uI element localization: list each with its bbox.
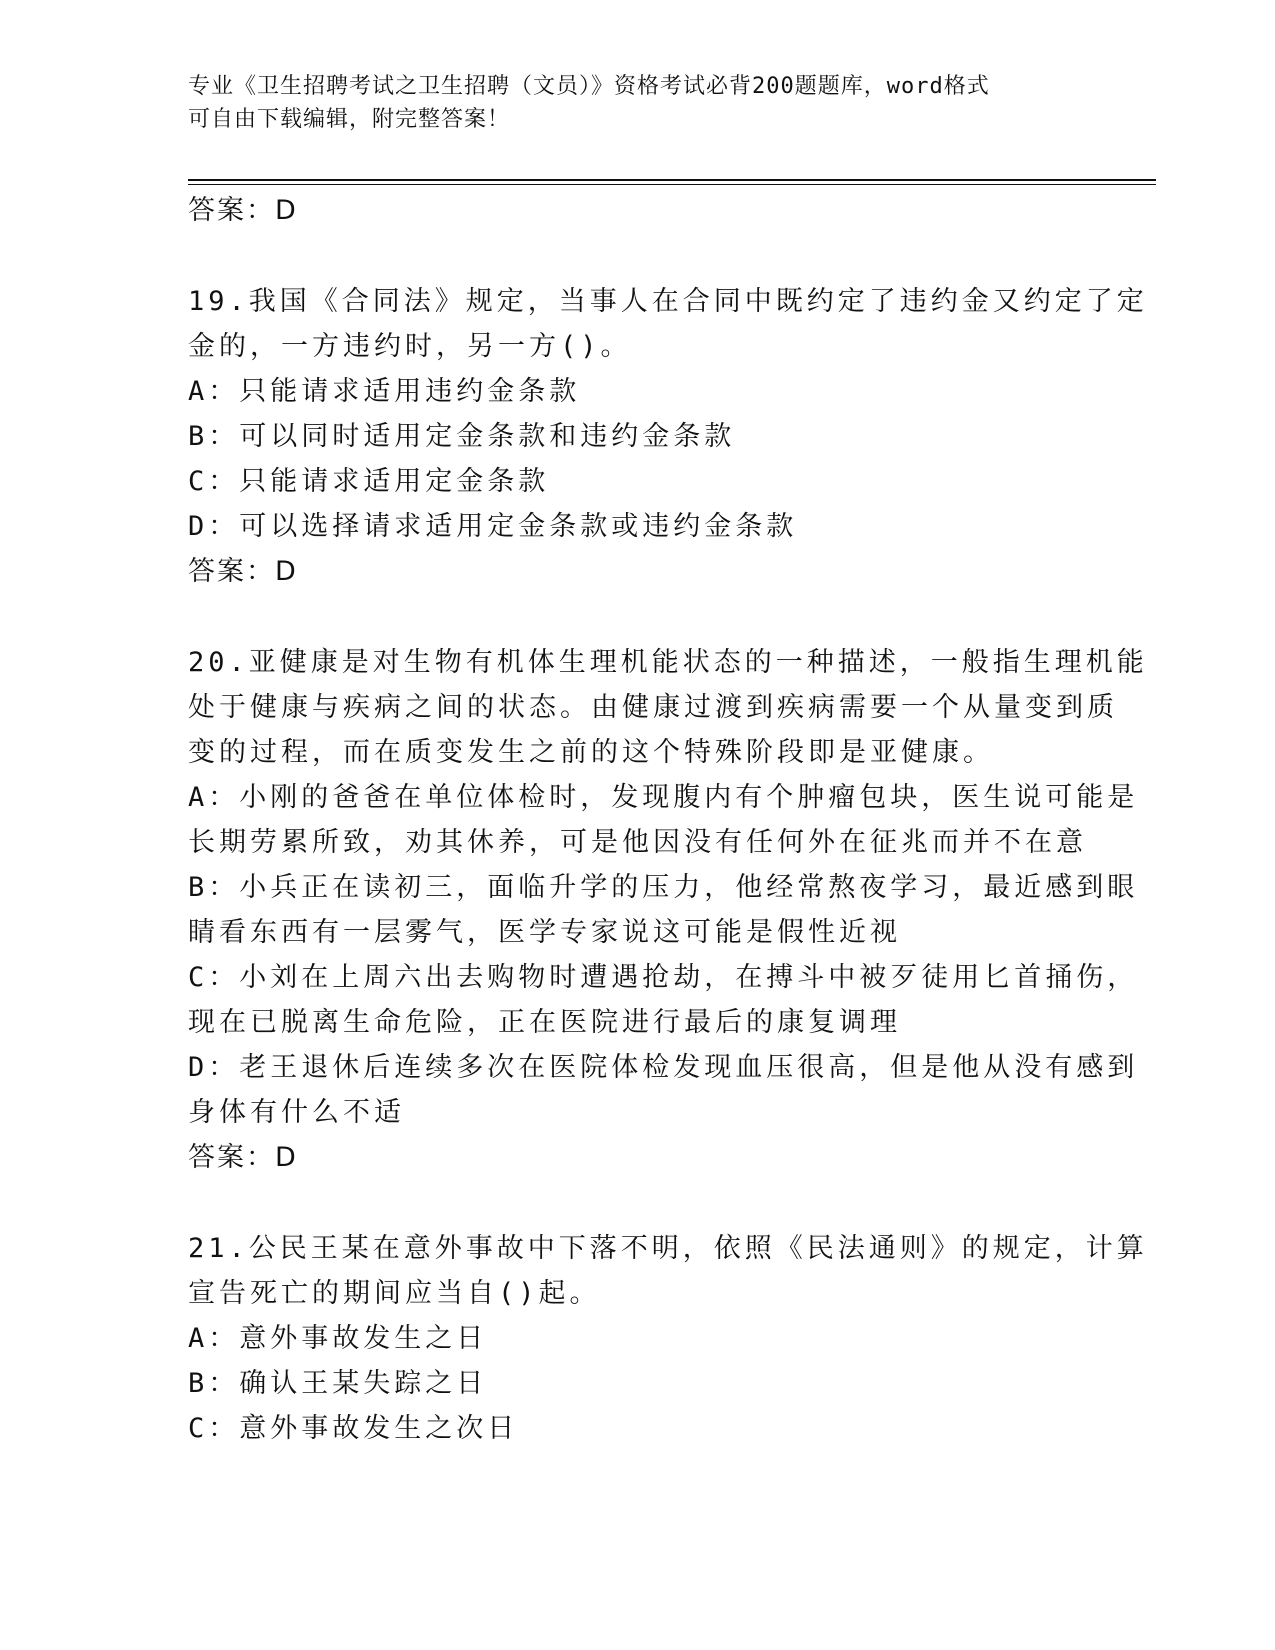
option-a-line: A：小刚的爸爸在单位体检时，发现腹内有个肿瘤包块，医生说可能是 bbox=[188, 782, 1139, 813]
question-stem-line: 处于健康与疾病之间的状态。由健康过渡到疾病需要一个从量变到质 bbox=[188, 692, 1118, 723]
option-d-line: D：老王退休后连续多次在医院体检发现血压很高，但是他从没有感到 bbox=[188, 1052, 1139, 1083]
header-line-2: 可自由下载编辑，附完整答案！ bbox=[188, 107, 511, 132]
option-d: D：可以选择请求适用定金条款或违约金条款 bbox=[188, 511, 798, 542]
question-stem-line: 21.公民王某在意外事故中下落不明，依照《民法通则》的规定，计算 bbox=[188, 1233, 1148, 1264]
question-21 bbox=[188, 1226, 1148, 1451]
question-stem-line: 宣告死亡的期间应当自()起。 bbox=[188, 1278, 601, 1309]
option-b-line: 睛看东西有一层雾气，医学专家说这可能是假性近视 bbox=[188, 917, 901, 948]
option-b: B：可以同时适用定金条款和违约金条款 bbox=[188, 421, 736, 452]
header-rule-thin bbox=[188, 184, 1156, 185]
option-c-line: C：小刘在上周六出去购物时遭遇抢劫，在搏斗中被歹徒用匕首捅伤， bbox=[188, 962, 1139, 993]
answer: 答案：D bbox=[188, 556, 298, 587]
previous-answer: 答案：D bbox=[188, 195, 298, 226]
option-d-line: 身体有什么不适 bbox=[188, 1097, 405, 1128]
option-a: A：只能请求适用违约金条款 bbox=[188, 376, 581, 407]
question-stem-line: 19.我国《合同法》规定，当事人在合同中既约定了违约金又约定了定 bbox=[188, 286, 1148, 317]
document-body bbox=[188, 188, 1148, 1451]
answer: 答案：D bbox=[188, 1142, 298, 1173]
option-c: C：只能请求适用定金条款 bbox=[188, 466, 550, 497]
option-c-line: 现在已脱离生命危险，正在医院进行最后的康复调理 bbox=[188, 1007, 901, 1038]
question-20 bbox=[188, 640, 1148, 1180]
question-stem-line: 金的，一方违约时，另一方()。 bbox=[188, 331, 632, 362]
header-line-1: 专业《卫生招聘考试之卫生招聘（文员）》资格考试必背200题题库，word格式 bbox=[188, 74, 990, 99]
option-a-line: 长期劳累所致，劝其休养，可是他因没有任何外在征兆而并不在意 bbox=[188, 827, 1087, 858]
option-b: B：确认王某失踪之日 bbox=[188, 1368, 488, 1399]
question-stem-line: 20.亚健康是对生物有机体生理机能状态的一种描述，一般指生理机能 bbox=[188, 647, 1148, 678]
question-19 bbox=[188, 279, 1148, 594]
spacer bbox=[188, 1180, 1068, 1226]
spacer bbox=[188, 594, 1068, 640]
question-stem-line: 变的过程，而在质变发生之前的这个特殊阶段即是亚健康。 bbox=[188, 737, 994, 768]
header-rule-thick bbox=[188, 179, 1156, 181]
option-b-line: B：小兵正在读初三，面临升学的压力，他经常熬夜学习，最近感到眼 bbox=[188, 872, 1139, 903]
option-c: C：意外事故发生之次日 bbox=[188, 1413, 519, 1444]
option-a: A：意外事故发生之日 bbox=[188, 1323, 488, 1354]
page-header bbox=[188, 70, 1088, 136]
spacer bbox=[188, 233, 1068, 279]
